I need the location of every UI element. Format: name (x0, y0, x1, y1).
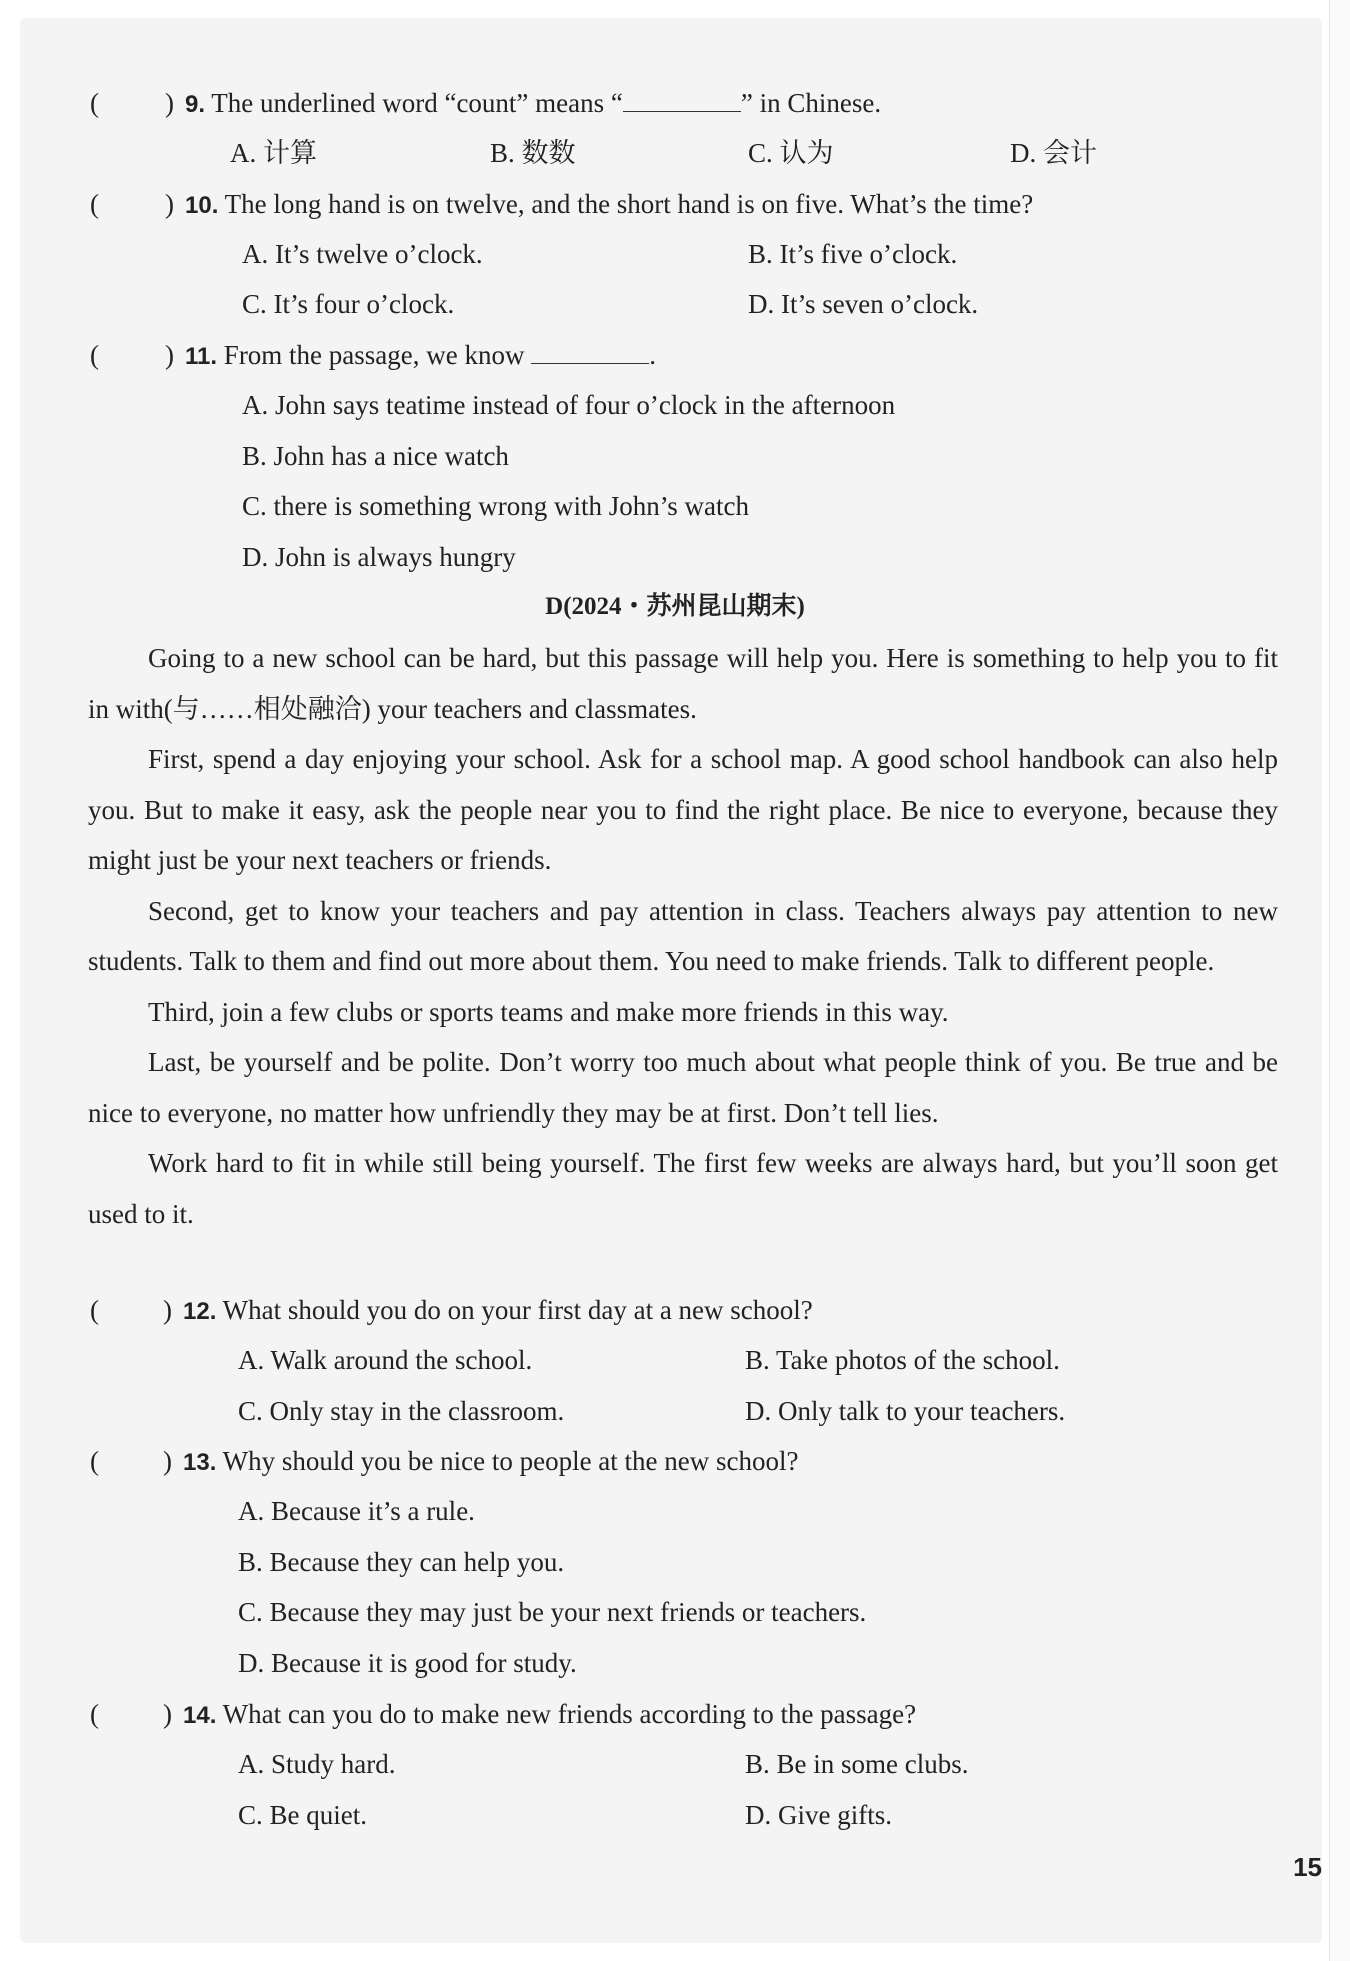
option-d[interactable]: D. Give gifts. (745, 1800, 892, 1830)
answer-paren-close: ) (163, 1699, 172, 1729)
page-edge (1329, 0, 1350, 1961)
answer-paren-open: ( (90, 189, 99, 219)
passage-paragraph: First, spend a day enjoying your school. Ask for a school map. A good school handbook can also help you. But to make it easy, ask the people near you to find the right place. Be nice to everyone, because they might just be your next teachers or friends. (88, 744, 1278, 875)
question-stem (185, 338, 656, 374)
reading-passage (88, 633, 1278, 1239)
answer-paren-open: ( (90, 88, 99, 118)
answer-paren-close: ) (163, 1446, 172, 1476)
option-c[interactable]: C. Only stay in the classroom. (238, 1396, 565, 1426)
stem-text: What should you do on your first day at a new school? (222, 1295, 813, 1325)
answer-paren-close: ) (165, 88, 174, 118)
question-number: 12. (183, 1298, 217, 1325)
question-number: 11. (185, 343, 218, 370)
option-c[interactable]: C. there is something wrong with John’s watch (242, 491, 749, 521)
option-b[interactable]: B. Be in some clubs. (745, 1749, 969, 1779)
option-c[interactable]: C. Be quiet. (238, 1800, 367, 1830)
answer-paren-close: ) (165, 189, 174, 219)
option-a[interactable]: A. It’s twelve o’clock. (242, 239, 483, 269)
option-d[interactable]: D. Only talk to your teachers. (745, 1396, 1066, 1426)
question-number: 10. (185, 192, 219, 219)
option-b[interactable]: B. Because they can help you. (238, 1547, 565, 1577)
answer-paren-open: ( (90, 1446, 99, 1476)
option-b[interactable]: B. John has a nice watch (242, 441, 509, 471)
question-stem (183, 1444, 799, 1480)
option-c[interactable]: C. It’s four o’clock. (242, 289, 455, 319)
answer-blank[interactable] (531, 339, 649, 364)
question-stem (185, 86, 881, 122)
option-c[interactable]: C. 认为 (748, 138, 834, 168)
answer-paren-open: ( (90, 1295, 99, 1325)
option-a[interactable]: A. Because it’s a rule. (238, 1496, 475, 1526)
answer-paren-close: ) (165, 340, 174, 370)
page-number: 15 (1293, 1852, 1322, 1882)
question-stem (183, 1697, 916, 1733)
stem-text: The underlined word “count” means “ (211, 88, 623, 118)
option-b[interactable]: B. Take photos of the school. (745, 1345, 1060, 1375)
answer-paren-open: ( (90, 1699, 99, 1729)
option-a[interactable]: A. Study hard. (238, 1749, 396, 1779)
option-b[interactable]: B. It’s five o’clock. (748, 239, 958, 269)
stem-text: What can you do to make new friends according to the passage? (222, 1699, 917, 1729)
question-stem (183, 1293, 813, 1329)
option-a[interactable]: A. 计算 (230, 138, 317, 168)
option-d[interactable]: D. John is always hungry (242, 542, 516, 572)
question-number: 13. (183, 1449, 217, 1476)
passage-paragraph: Going to a new school can be hard, but this passage will help you. Here is something to help you to fit in with(与……相处融洽) your teachers and classmates. (88, 643, 1278, 724)
stem-text: The long hand is on twelve, and the short hand is on five. What’s the time? (224, 189, 1034, 219)
question-number: 14. (183, 1702, 217, 1729)
option-d[interactable]: D. 会计 (1010, 138, 1097, 168)
answer-paren-close: ) (163, 1295, 172, 1325)
option-a[interactable]: A. John says teatime instead of four o’clock in the afternoon (242, 390, 896, 420)
stem-text: Why should you be nice to people at the new school? (222, 1446, 799, 1476)
section-heading: D(2024・苏州昆山期末) (545, 593, 805, 620)
stem-text: From the passage, we know (223, 340, 532, 370)
option-a[interactable]: A. Walk around the school. (238, 1345, 533, 1375)
option-c[interactable]: C. Because they may just be your next friends or teachers. (238, 1597, 867, 1627)
answer-blank[interactable] (623, 87, 741, 112)
question-number: 9. (185, 91, 206, 118)
option-b[interactable]: B. 数数 (490, 138, 576, 168)
question-stem (185, 187, 1033, 223)
stem-text-end: . (649, 340, 656, 370)
passage-paragraph: Work hard to fit in while still being yourself. The first few weeks are always hard, but you’ll soon get used to it. (88, 1148, 1278, 1229)
passage-paragraph: Second, get to know your teachers and pay attention in class. Teachers always pay attention to new students. Talk to them and find out more about them. You need to make friends. Talk to different people. (88, 895, 1278, 976)
option-d[interactable]: D. Because it is good for study. (238, 1648, 577, 1678)
option-d[interactable]: D. It’s seven o’clock. (748, 289, 979, 319)
answer-paren-open: ( (90, 340, 99, 370)
passage-paragraph: Last, be yourself and be polite. Don’t worry too much about what people think of you. Be true and be nice to everyone, no matter how unfriendly they may be at first. Don’t tell lies. (88, 1047, 1278, 1128)
stem-text-end: ” in Chinese. (740, 88, 882, 118)
passage-paragraph: Third, join a few clubs or sports teams and make more friends in this way. (148, 996, 949, 1027)
